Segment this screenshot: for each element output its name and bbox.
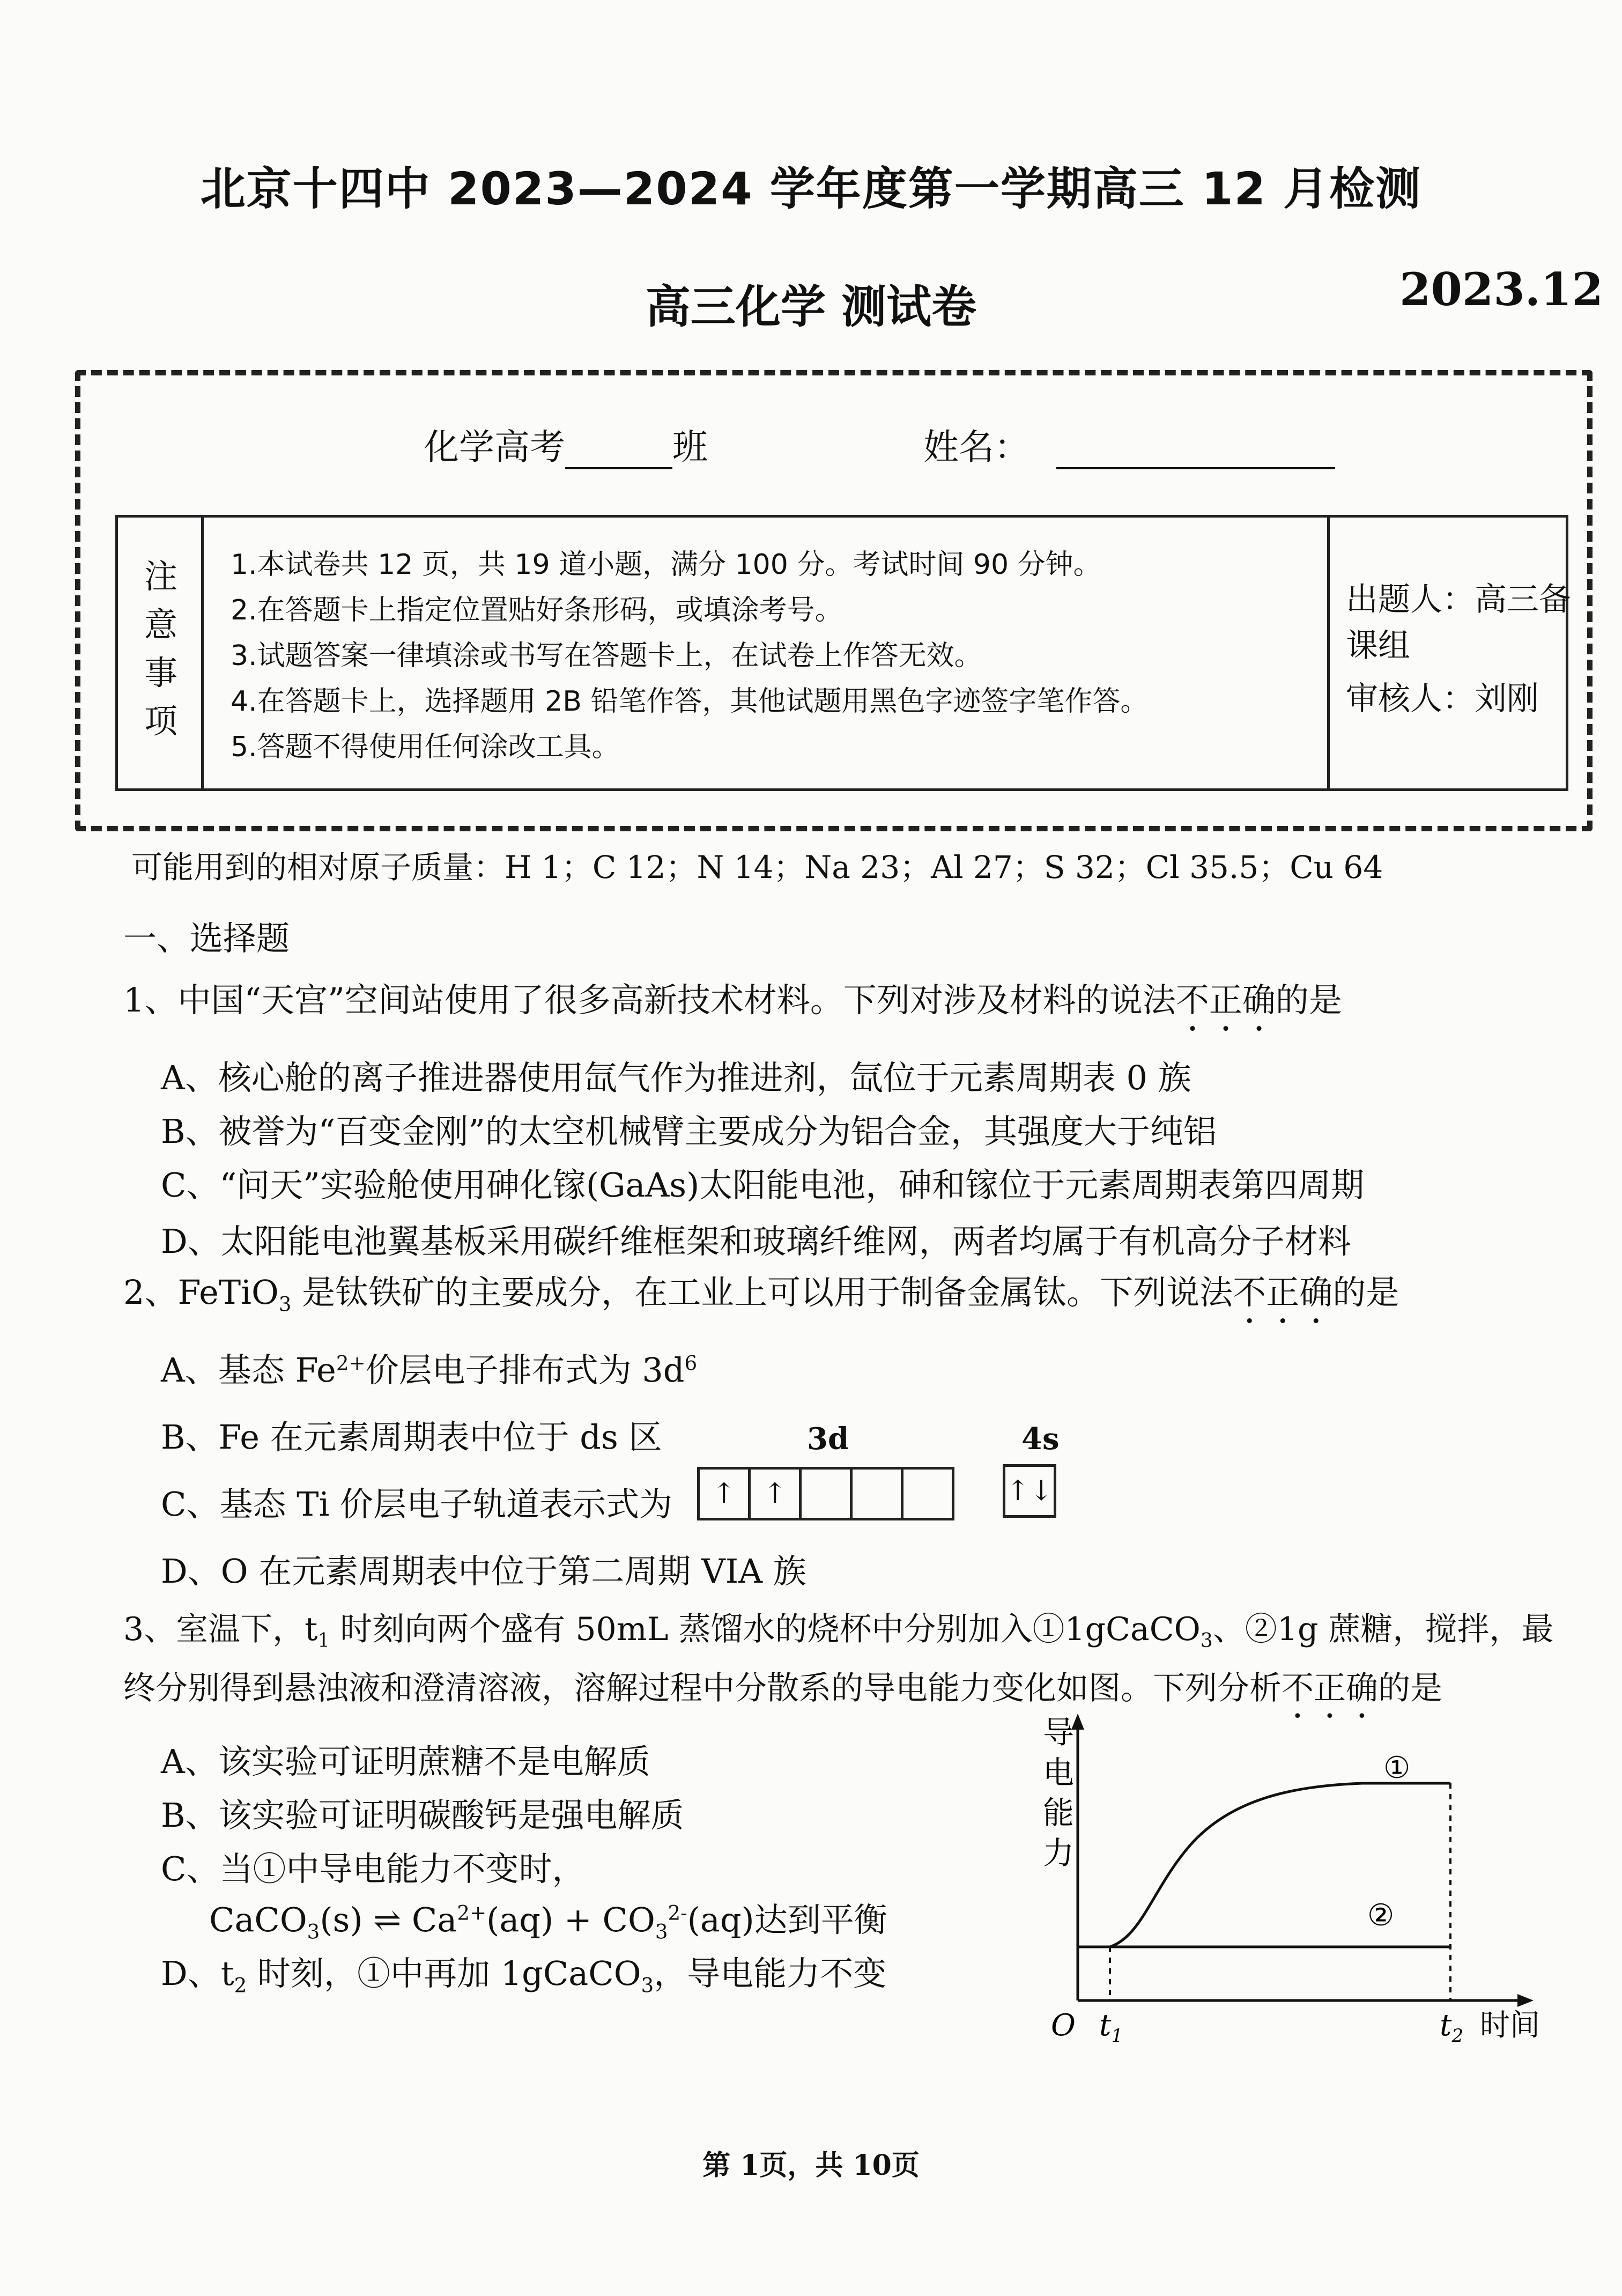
y-label-char: 导 xyxy=(1043,1714,1075,1751)
notice-heading-char: 项 xyxy=(144,702,177,741)
orbital-box: ↑ xyxy=(748,1467,802,1520)
notice-rule: 2.在答题卡上指定位置贴好条形码，或填涂考号。 xyxy=(231,594,843,626)
orbital-3d-boxes xyxy=(700,1467,954,1520)
setter-label: 出题人：高三备课组 xyxy=(1346,581,1571,665)
notice-heading-char: 注 xyxy=(144,557,177,596)
notice-table xyxy=(115,515,1571,791)
exam-subtitle: 高三化学 测试卷 xyxy=(645,280,977,333)
q1-stem: 1、中国“天宫”空间站使用了很多高新技术材料。下列对涉及材料的说法不正确的是 xyxy=(123,980,1342,1020)
q2-option-a: A、基态 $Fe^{2+}$价层电子排布式为 $3d^6$ xyxy=(161,1350,698,1390)
orbital-box xyxy=(901,1467,954,1520)
notice-rule: 4.在答题卡上，选择题用 2B 铅笔作答，其他试题用黑色字迹签字笔作答。 xyxy=(231,685,1149,718)
curve-1-label: ① xyxy=(1383,1751,1411,1785)
reviewer-label: 审核人：刘刚 xyxy=(1346,680,1539,718)
orbital-4s-label: 4s xyxy=(1021,1421,1060,1457)
x-label: 时间 xyxy=(1480,2008,1540,2043)
origin-label: O xyxy=(1051,2008,1076,2043)
curve-1 xyxy=(1078,1783,1450,1947)
q3-option-b: B、该实验可证明碳酸钙是强电解质 xyxy=(161,1796,684,1835)
class-blank[interactable] xyxy=(565,467,672,469)
y-label-char: 能 xyxy=(1043,1795,1075,1831)
notice-heading-cell xyxy=(118,518,204,788)
orbital-box: ↑ xyxy=(697,1467,751,1520)
q1-option-d: D、太阳能电池翼基板采用碳纤维框架和玻璃纤维网，两者均属于有机高分子材料 xyxy=(161,1222,1351,1261)
student-info-line xyxy=(424,418,1335,469)
page-footer: 第 1页，共 10页 xyxy=(702,2149,920,2182)
atomic-masses: 可能用到的相对原子质量：H 1；C 12；N 14；Na 23；Al 27；S 32；Cl 35.5；Cu 64 xyxy=(131,849,1383,885)
exam-date: 2023.12 xyxy=(1399,263,1603,316)
notice-rule: 5.答题不得使用任何涂改工具。 xyxy=(231,731,620,763)
section-title: 一、选择题 xyxy=(123,919,290,958)
orbital-3d-label: 3d xyxy=(807,1421,849,1457)
q2-option-d: D、O 在元素周期表中位于第二周期 VIA 族 xyxy=(161,1552,806,1591)
notice-author-cell xyxy=(1330,518,1571,788)
q3-option-d: D、$t_2$ 时刻，①中再加 1gCaCO$_3$，导电能力不变 xyxy=(161,1954,887,1997)
notice-rule: 1.本试卷共 12 页，共 19 道小题，满分 100 分。考试时间 90 分钟。 xyxy=(231,549,1101,581)
x-axis-arrow-icon xyxy=(1517,1994,1534,2007)
orbital-4s-box xyxy=(1005,1464,1056,1518)
orbital-box: ↑↓ xyxy=(1003,1464,1056,1518)
notice-rule: 3.试题答案一律填涂或书写在答题卡上，在试卷上作答无效。 xyxy=(231,640,982,672)
y-label-char: 力 xyxy=(1043,1835,1075,1871)
q3-option-a: A、该实验可证明蔗糖不是电解质 xyxy=(161,1742,650,1781)
q3-option-c-line1: C、当①中导电能力不变时， xyxy=(161,1849,586,1888)
t2-label: $t_2$ xyxy=(1440,2008,1464,2047)
curve-2-label: ② xyxy=(1367,1898,1395,1933)
notice-heading-char: 意 xyxy=(144,605,177,644)
q3-stem-line1: 3、室温下，$t_1$ 时刻向两个盛有 50mL 蒸馏水的烧杯中分别加入①1gCaCO$_3$、②1g 蔗糖，搅拌，最 xyxy=(123,1611,1554,1652)
notice-heading-char: 事 xyxy=(144,653,177,692)
q2-option-c: C、基态 Ti 价层电子轨道表示式为 xyxy=(161,1485,673,1524)
q1-option-c: C、“问天”实验舱使用砷化镓(GaAs)太阳能电池，砷和镓位于元素周期表第四周期 xyxy=(161,1165,1365,1205)
name-blank[interactable] xyxy=(1056,467,1335,469)
orbital-box xyxy=(799,1467,853,1520)
conductivity-graph xyxy=(1019,1711,1566,2054)
notice-rules-cell xyxy=(204,518,1330,788)
class-prefix: 化学高考 xyxy=(424,426,565,468)
q1-option-b: B、被誉为“百变金刚”的太空机械臂主要成分为铝合金，其强度大于纯铝 xyxy=(161,1112,1217,1151)
q2-option-b: B、Fe 在元素周期表中位于 ds 区 xyxy=(161,1418,662,1457)
t1-label: $t_1$ xyxy=(1099,2008,1123,2047)
q1-option-a: A、核心舱的离子推进器使用氙气作为推进剂，氙位于元素周期表 0 族 xyxy=(161,1058,1191,1097)
orbital-box xyxy=(850,1467,903,1520)
name-label: 姓名： xyxy=(923,426,1030,468)
y-label-char: 电 xyxy=(1043,1754,1075,1791)
q3-option-c-equation: CaCO$_3$(s) ⇌ $Ca^{2+}(aq) + CO_3^{2-}(aq)$达到平衡 xyxy=(209,1900,887,1944)
q3-stem-line2: 终分别得到悬浊液和澄清溶液，溶解过程中分散系的导电能力变化如图。下列分析不正确的是 xyxy=(123,1670,1442,1707)
exam-title: 北京十四中 2023—2024 学年度第一学期高三 12 月检测 xyxy=(200,163,1422,215)
q2-stem: 2、FeTiO$_3$ 是钛铁矿的主要成分，在工业上可以用于制备金属钛。下列说法不正确的是 xyxy=(123,1273,1399,1316)
class-suffix: 班 xyxy=(672,426,708,468)
